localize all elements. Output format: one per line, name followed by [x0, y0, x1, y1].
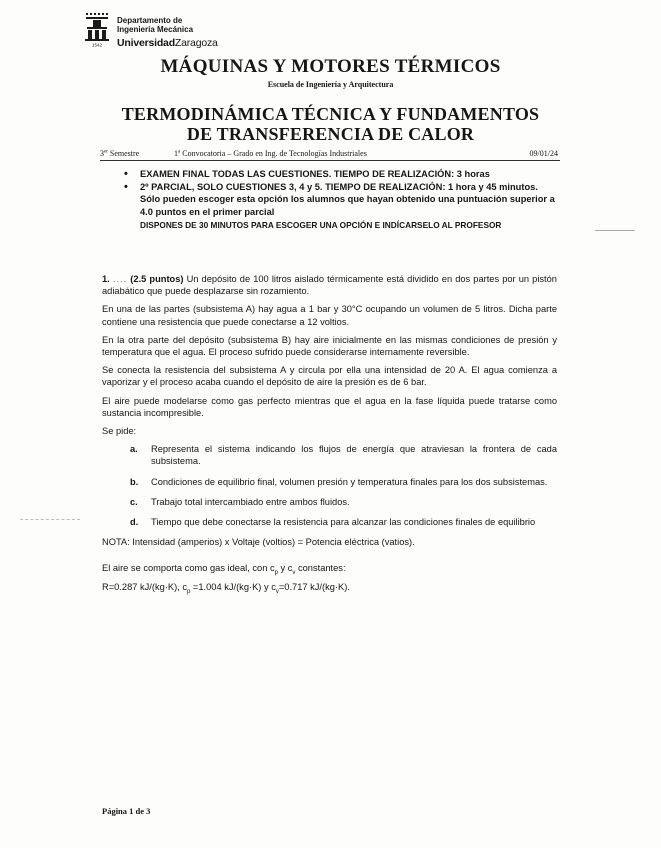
question-item: b. Condiciones de equilibrio final, volumen presión y temperatura finales para los dos subsistemas. — [130, 476, 548, 487]
question-asks: Se pide: — [102, 426, 137, 437]
svg-text:1542: 1542 — [91, 42, 103, 47]
course-title: MÁQUINAS Y MOTORES TÉRMICOS — [160, 56, 501, 77]
question-1 — [102, 273, 557, 604]
scan-mark — [595, 230, 635, 231]
gas-constants: R=0.287 kJ/(kg·K), $c_p =1.004$ kJ/(kg·K) y $c_v=0.717$ kJ/(kg·K). — [102, 581, 350, 595]
convocatoria: 1$^a$ Convocatoria – Grado en Ing. de Tecnologías Industriales — [174, 149, 367, 158]
question-paragraph-b: En la otra parte del depósito (subsistema B) hay aire inicialmente en las mismas condiciones de presión y temperatura que el agua. El proceso sufrido puede considerarse internamente reversible. — [102, 334, 557, 358]
exam-date: 09/01/24 — [529, 149, 558, 158]
page-number: Página 1 de 3 — [102, 806, 151, 816]
gas-properties: El aire se comporta como gas ideal, con $c_p$ y $c_v$ constantes: — [102, 563, 346, 577]
question-intro: 1. .... (2.5 puntos) Un depósito de 100 litros aislado térmicamente está dividido en dos partes por un pistón adiabático que puede desplazarse sin rozamiento. — [102, 274, 557, 297]
instruction-bullet-final: • EXAMEN FINAL TODAS LAS CUESTIONES. TIEMPO DE REALIZACIÓN: 3 horas — [124, 168, 560, 181]
university-logo-icon — [84, 13, 110, 47]
question-paragraph-model: El aire puede modelarse como gas perfecto mientras que el agua en la fase líquida puede tratarse como sustancia incompresible. — [102, 395, 557, 418]
question-item: d. Tiempo que debe conectarse la resistencia para alcanzar las condiciones finales de equilibrio — [130, 517, 536, 528]
header-divider — [100, 160, 560, 161]
instruction-bullet-partial: • 2º PARCIAL, SOLO CUESTIONES 3, 4 y 5. TIEMPO DE REALIZACIÓN: 1 hora y 45 minutos. Sólo pueden escoger esta opción los alumnos que hayan obtenido una puntuación superior a 4.0 puntos en el primer parcial — [124, 181, 560, 219]
exam-instructions — [124, 168, 560, 232]
instruction-note: DISPONES DE 30 MINUTOS PARA ESCOGER UNA OPCIÓN E INDÍCARSELO AL PROFESOR — [140, 220, 502, 230]
question-paragraph-a: En una de las partes (subsistema A) hay agua a 1 bar y 30°C ocupando un volumen de 5 litros. Dicha parte contiene una resistencia que puede conectarse a 12 voltios. — [102, 304, 557, 327]
university-name: UniversidadZaragoza — [117, 37, 218, 49]
school-name: Escuela de Ingeniería y Arquitectura — [267, 80, 394, 89]
question-paragraph-process: Se conecta la resistencia del subsistema A y circula por ella una intensidad de 20 A. El agua comienza a vaporizar y el proceso acaba cuando el depósito de aire la presión es de 6 bar. — [102, 365, 557, 388]
scan-mark — [20, 519, 80, 520]
subject-title: TERMODINÁMICA TÉCNICA Y FUNDAMENTOS DE TRANSFERENCIA DE CALOR — [121, 104, 540, 144]
department-name: Departamento de Ingeniería Mecánica — [117, 16, 194, 34]
question-items — [102, 443, 557, 528]
question-item: c. Trabajo total intercambiado entre ambos fluidos. — [130, 496, 350, 507]
electric-power-note: NOTA: Intensidad (amperios) x Voltaje (voltios) = Potencia eléctrica (vatios). — [102, 537, 415, 548]
semester: 3er Semestre — [100, 149, 140, 158]
question-item: a. Representa el sistema indicando los flujos de energía que atraviesan la frontera de cada subsistema. — [130, 444, 557, 467]
